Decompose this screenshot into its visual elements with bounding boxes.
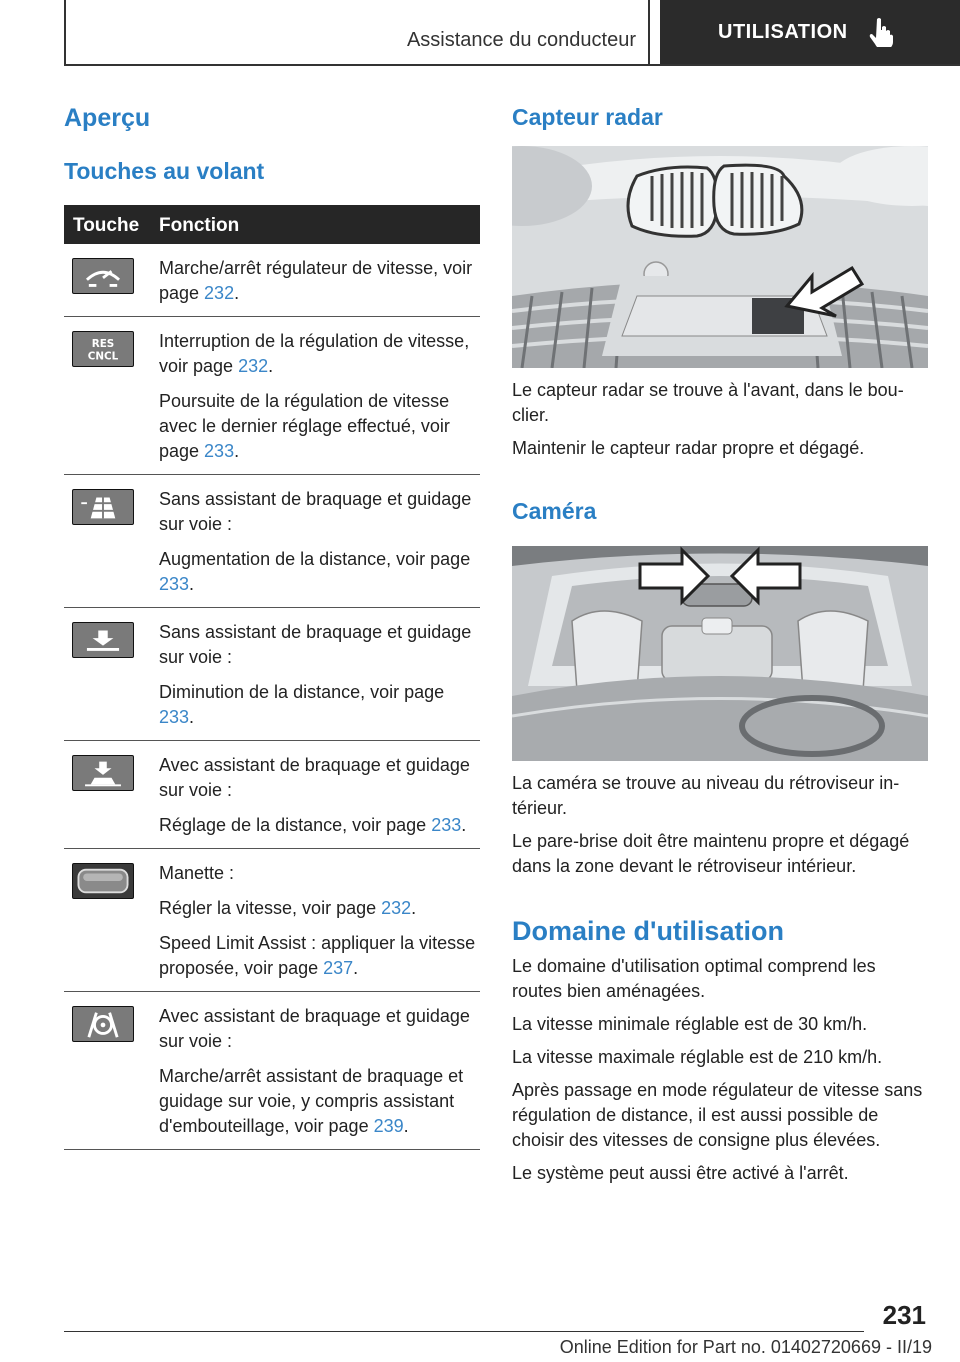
page-link[interactable]: 233 bbox=[204, 441, 235, 461]
pointing-hand-icon bbox=[868, 17, 894, 47]
function-cell bbox=[159, 1004, 480, 1139]
page-number: 231 bbox=[882, 1300, 926, 1330]
page-title: Aperçu bbox=[64, 104, 151, 132]
domain-text-2: La vitesse minimale réglable est de 30 km/h. bbox=[512, 1014, 868, 1034]
function-text: Sans assistant de braquage et guidage sur voie : bbox=[159, 622, 472, 667]
steering-assistant-icon bbox=[72, 1006, 134, 1042]
table-row bbox=[64, 475, 480, 608]
radar-text-1: Le capteur radar se trouve à l'avant, dans le bouclier. bbox=[512, 380, 904, 425]
function-cell bbox=[159, 753, 480, 838]
domain-text-1: Le domaine d'utilisation optimal comprend les routes bien aménagées. bbox=[512, 956, 876, 1001]
distance-increase-icon bbox=[72, 489, 134, 525]
function-text: Marche/arrêt régulateur de vitesse, voir page 232. bbox=[159, 258, 473, 303]
domain-description bbox=[512, 954, 930, 1194]
function-cell bbox=[159, 329, 480, 464]
section-heading-camera: Caméra bbox=[512, 498, 597, 524]
domain-text-3: La vitesse maximale réglable est de 210 km/h. bbox=[512, 1047, 883, 1067]
table-row bbox=[64, 849, 480, 992]
function-text: Poursuite de la régulation de vitesse avec le dernier réglage effectué, voir page 233. bbox=[159, 391, 450, 461]
footer-edition: Online Edition for Part no. 01402720669 - II/19 bbox=[559, 1337, 932, 1357]
page-link[interactable]: 232 bbox=[381, 898, 412, 918]
function-cell bbox=[159, 256, 480, 306]
section-heading-radar: Capteur radar bbox=[512, 104, 663, 130]
function-text: Augmentation de la distance, voir page 233. bbox=[159, 549, 471, 594]
header-rule bbox=[64, 64, 960, 66]
table-row bbox=[64, 741, 480, 849]
function-text: Interruption de la régulation de vitesse, voir page 232. bbox=[159, 331, 470, 376]
section-heading-domain: Domaine d'utilisation bbox=[512, 916, 784, 946]
function-text: Réglage de la distance, voir page 233. bbox=[159, 815, 467, 835]
function-text: Régler la vitesse, voir page 232. bbox=[159, 898, 417, 918]
page-link[interactable]: 237 bbox=[323, 958, 354, 978]
cruise-control-on-off-icon bbox=[72, 258, 134, 294]
table-header bbox=[64, 205, 480, 244]
res-cncl-icon bbox=[72, 331, 134, 367]
table-row bbox=[64, 244, 480, 317]
distance-setting-icon bbox=[72, 755, 134, 791]
page-link[interactable]: 233 bbox=[159, 707, 190, 727]
svg-text:RES: RES bbox=[91, 338, 115, 351]
column-header-function: Fonction bbox=[159, 215, 240, 236]
section-heading-keys: Touches au volant bbox=[64, 158, 265, 184]
camera-image bbox=[512, 546, 928, 761]
keys-table bbox=[64, 205, 480, 1150]
table-row bbox=[64, 992, 480, 1150]
function-cell bbox=[159, 861, 480, 981]
header-chapter-tab[interactable] bbox=[660, 0, 960, 64]
function-text: Speed Limit Assist : appliquer la vitesse proposée, voir page 237. bbox=[159, 933, 476, 978]
table-row bbox=[64, 608, 480, 741]
page-link[interactable]: 233 bbox=[431, 815, 462, 835]
page-link[interactable]: 233 bbox=[159, 574, 190, 594]
camera-description bbox=[512, 771, 930, 887]
header-divider bbox=[648, 0, 650, 66]
svg-text:CNCL: CNCL bbox=[87, 350, 119, 363]
function-cell bbox=[159, 487, 480, 597]
distance-decrease-icon bbox=[72, 622, 134, 658]
function-cell bbox=[159, 620, 480, 730]
footer-rule bbox=[64, 1331, 864, 1332]
radar-description bbox=[512, 378, 930, 469]
function-text: Marche/arrêt assistant de braquage et guidage sur voie, y compris assistant d'embouteillage, voir page 239. bbox=[159, 1066, 464, 1136]
header-section-title: Assistance du conducteur bbox=[406, 29, 636, 51]
radar-text-2: Maintenir le capteur radar propre et dégagé. bbox=[512, 438, 865, 458]
rocker-switch-icon bbox=[72, 863, 134, 899]
function-text: Sans assistant de braquage et guidage sur voie : bbox=[159, 489, 472, 534]
column-header-key: Touche bbox=[73, 215, 140, 236]
header-chapter-label: UTILISATION bbox=[718, 20, 848, 43]
camera-text-2: Le pare-brise doit être maintenu propre et dégagé dans la zone devant le rétroviseur intérieur. bbox=[512, 831, 910, 876]
domain-text-5: Le système peut aussi être activé à l'arrêt. bbox=[512, 1163, 849, 1183]
domain-text-4: Après passage en mode régulateur de vitesse sans régulation de distance, il est aussi possible de choisir des vitesses de consigne plus élevées. bbox=[512, 1080, 923, 1150]
function-text: Manette : bbox=[159, 863, 235, 883]
radar-sensor-image bbox=[512, 146, 928, 368]
page-link[interactable]: 232 bbox=[204, 283, 235, 303]
camera-text-1: La caméra se trouve au niveau du rétroviseur intérieur. bbox=[512, 773, 900, 818]
function-text: Avec assistant de braquage et guidage sur voie : bbox=[159, 1006, 470, 1051]
function-text: Diminution de la distance, voir page 233. bbox=[159, 682, 445, 727]
table-row bbox=[64, 317, 480, 475]
page-link[interactable]: 232 bbox=[238, 356, 269, 376]
function-text: Avec assistant de braquage et guidage sur voie : bbox=[159, 755, 470, 800]
page-link[interactable]: 239 bbox=[373, 1116, 404, 1136]
